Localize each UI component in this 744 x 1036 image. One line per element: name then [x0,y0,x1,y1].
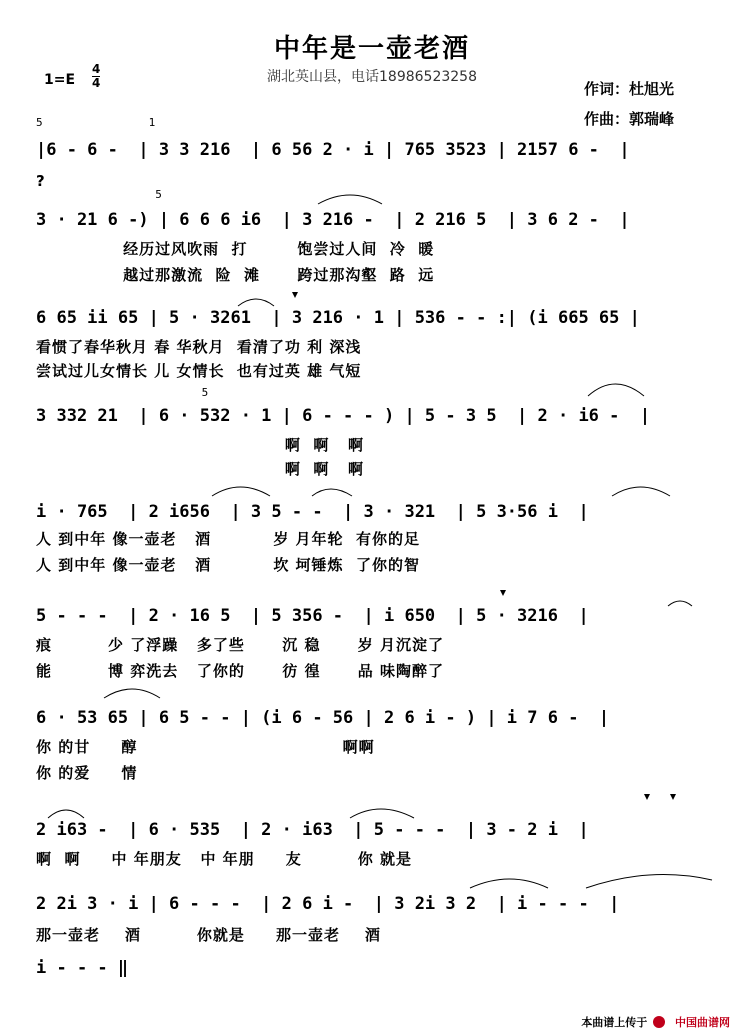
accent-mark [644,794,650,800]
slur [318,195,382,204]
lyricist: 作词：杜旭光 [584,80,675,98]
lyrics-verse-1: 啊 啊 啊 [36,436,364,454]
grace-notes: 5 [36,188,162,201]
slur [312,489,352,496]
accent-mark [670,794,676,800]
lyrics-verse-2: 尝试过儿女情长 儿 女情长 也有过英 雄 气短 [36,362,362,380]
lyrics-verse-2: 啊 啊 啊 [36,460,364,478]
contact-subtitle: 湖北英山县，电话18986523258 [267,69,477,85]
notes-line: 5 - - - | 2 · 16 5 | 5 356 - | i 650 | 5 · 3216 | [36,606,589,626]
slur [212,487,270,496]
footer-text: 本曲谱上传于 [581,1016,648,1029]
lyrics-verse-1: 那一壶老 酒 你就是 那一壶老 酒 [36,926,381,944]
lyrics-verse-2: 你 的爱 情 [36,764,138,782]
accent-mark [500,590,506,596]
lyrics-verse-2: 人 到中年 像一壶老 酒 坎 坷锤炼 了你的智 [36,556,421,574]
lyrics-verse-1: ? [36,172,46,190]
song-title: 中年是一壶老酒 [273,34,470,64]
time-signature-top: 4 [92,62,101,76]
slur [350,809,414,818]
lyrics-verse-1: 啊 啊 中 年朋友 中 年朋 友 你 就是 [36,850,412,868]
notes-line: 6 65 ii 65 | 5 · 3261 | 3 216 · 1 | 536 - - :| (i 665 65 | [36,308,640,328]
lyrics-verse-1: 经历过风吹雨 打 饱尝过人间 冷 暖 [36,240,435,258]
slur [470,879,548,888]
notes-line: i - - - ‖ [36,958,129,978]
footer [581,1014,730,1030]
notes-line: i · 765 | 2 i656 | 3 5 - - | 3 · 321 | 5 3·56 i | [36,502,589,522]
notes-line: 6 · 53 65 | 6 5 - - | (i 6 - 56 | 2 6 i - ) | i 7 6 - | [36,708,610,728]
slur [238,299,274,306]
slur [612,487,670,496]
notes-line: 2 2i 3 · i | 6 - - - | 2 6 i - | 3 2i 3 2 | i - - - | [36,894,620,914]
lyrics-verse-1: 痕 少 了浮躁 多了些 沉 稳 岁 月沉淀了 [36,636,445,654]
slur [588,384,644,396]
notes-line: 3 · 21 6 -) | 6 6 6 i6 | 3 216 - | 2 216 5 | 3 6 2 - | [36,210,630,230]
time-signature-bottom: 4 [92,76,101,90]
notes-line: |6 - 6 - | 3 3 216 | 6 56 2 · i | 765 3523 | 2157 6 - | [36,140,630,160]
composer: 作曲：郭瑞峰 [584,110,675,128]
accent-mark [292,292,298,298]
slur [668,601,692,606]
grace-notes: 5 [36,386,209,399]
notes-line: 3 332 21 | 6 · 532 · 1 | 6 - - - ) | 5 - 3 5 | 2 · i6 - | [36,406,651,426]
slur [104,689,160,698]
lyrics-verse-1: 人 到中年 像一壶老 酒 岁 月年轮 有你的足 [36,530,421,548]
lyrics-verse-1: 看惯了春华秋月 春 华秋月 看清了功 利 深浅 [36,338,362,356]
key-signature: 1=E [44,72,76,88]
notes-line: 2 i63 - | 6 · 535 | 2 · i63 | 5 - - - | 3 - 2 i | [36,820,589,840]
lyrics-verse-2: 越过那激流 险 滩 跨过那沟壑 路 远 [36,266,435,284]
lyrics-verse-1: 你 的甘 醇 啊啊 [36,738,375,756]
grace-notes: 5 1 [36,116,156,129]
slur [586,875,712,888]
lyrics-verse-2: 能 博 弈洗去 了你的 彷 徨 品 味陶醉了 [36,662,445,680]
brand-link[interactable]: 中国曲谱网 [675,1016,730,1029]
brand-logo-icon [653,1016,665,1028]
slur [48,810,84,818]
